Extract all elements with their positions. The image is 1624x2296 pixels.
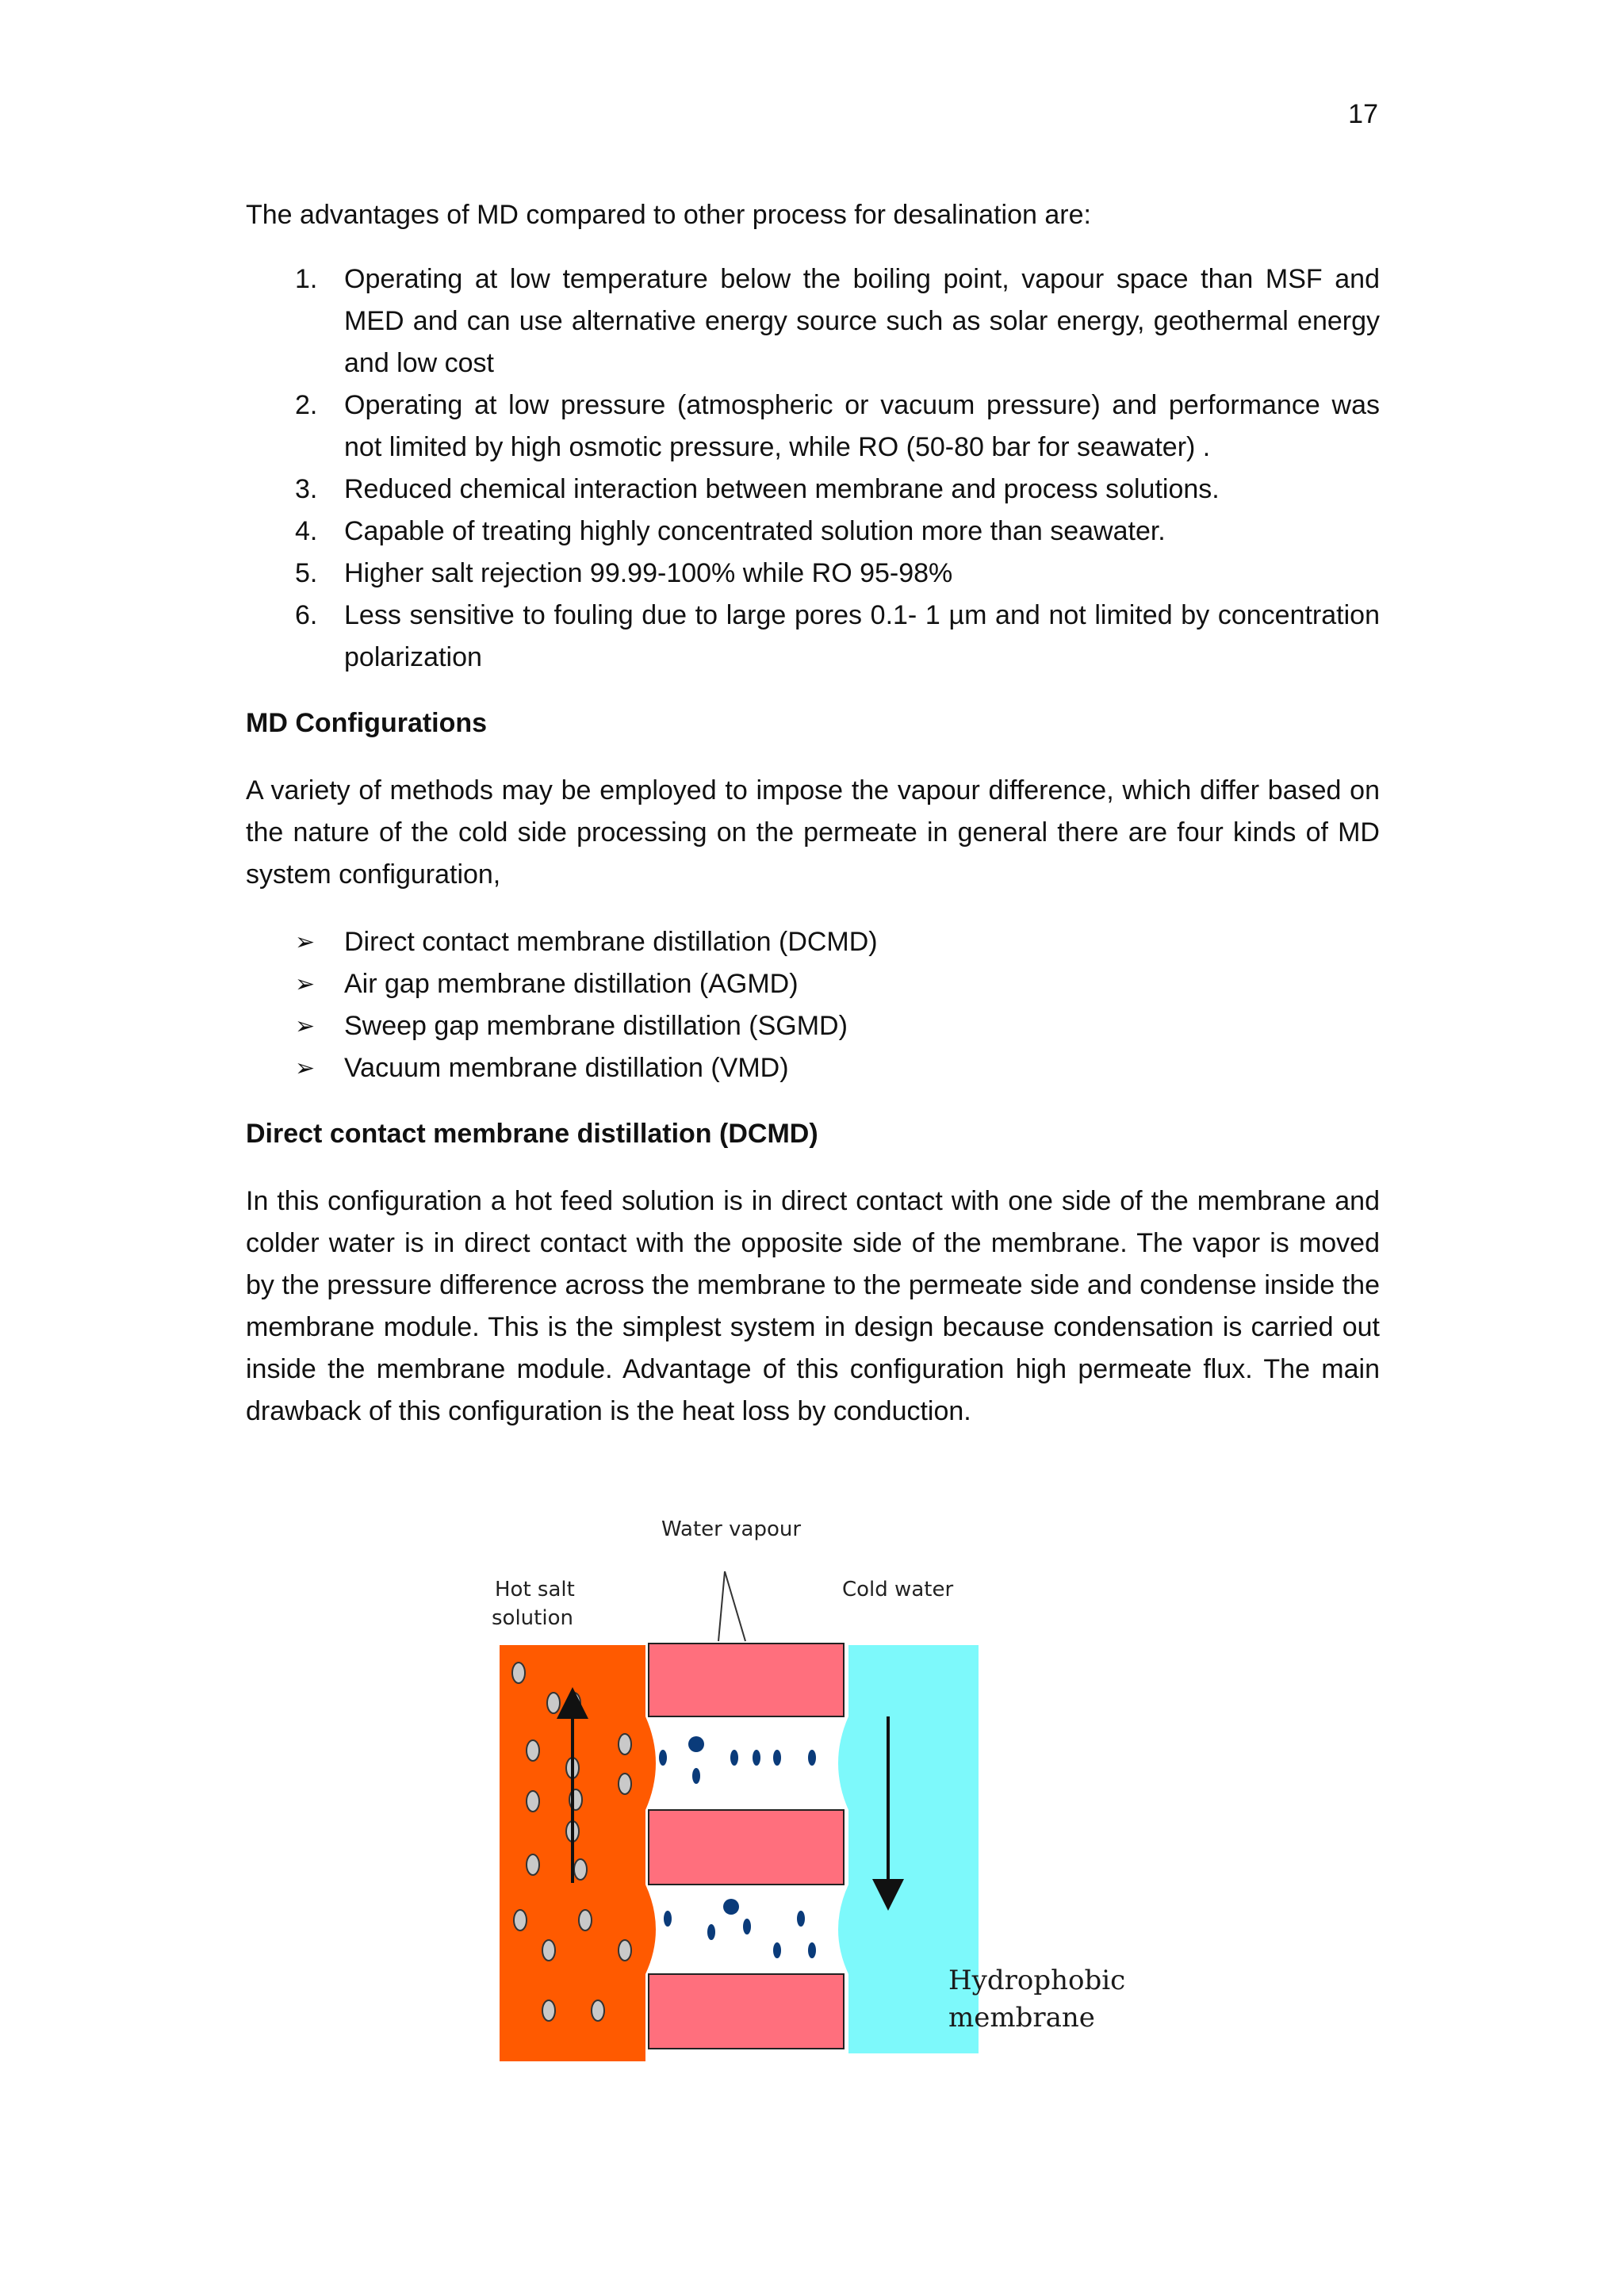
- label-water-vapour: Water vapour: [661, 1517, 802, 1541]
- salt-particle: [542, 2000, 555, 2021]
- vapour-molecule: [723, 1899, 739, 1915]
- salt-particle: [619, 1774, 631, 1794]
- list-item: [246, 1005, 1380, 1047]
- label-membrane-line1: Hydrophobic: [948, 1965, 1126, 1996]
- label-hot-solution-line2: solution: [492, 1606, 573, 1630]
- page-body: [246, 194, 1380, 1458]
- list-number: 4.: [295, 516, 318, 546]
- list-item-text: Reduced chemical interaction between membrane and process solutions.: [344, 474, 1220, 504]
- salt-particle: [547, 1693, 560, 1713]
- list-item: [246, 511, 1380, 553]
- list-item-text: Air gap membrane distillation (AGMD): [344, 969, 799, 999]
- salt-particle: [619, 1734, 631, 1755]
- advantages-list: [246, 258, 1380, 679]
- vapour-molecule: [730, 1750, 738, 1766]
- salt-particle: [592, 2000, 604, 2021]
- list-item: [246, 385, 1380, 469]
- membrane-block: [649, 1974, 844, 2049]
- dcmd-heading: Direct contact membrane distillation (DCMD): [246, 1119, 818, 1149]
- arrow-bullet-icon: ➢: [295, 971, 316, 997]
- list-item: [246, 921, 1380, 963]
- dcmd-paragraph: In this configuration a hot feed solution is in direct contact with one side of the membrane and colder water is in direct contact with the opposite side of the membrane. The vapor is moved by the pressure difference across the membrane to the permeate side and condense inside the membrane module. This is the simplest system in design because condensation is carried out inside the membrane module. Advantage of this configuration high permeate flux. The main drawback of this configuration is the heat loss by conduction.: [246, 1186, 1380, 1426]
- list-item: [246, 258, 1380, 385]
- vapour-molecule: [753, 1750, 760, 1766]
- configurations-list: [246, 921, 1380, 1089]
- vapour-molecule: [707, 1924, 715, 1940]
- label-membrane-line2: membrane: [948, 2002, 1095, 2034]
- list-item-text: Operating at low temperature below the boiling point, vapour space than MSF and MED and can use alternative energy source such as solar energy, geothermal energy and low cost: [344, 264, 1380, 378]
- list-item: [246, 963, 1380, 1005]
- salt-particle: [574, 1859, 587, 1880]
- list-item-text: Less sensitive to fouling due to large pores 0.1- 1 µm and not limited by concentration polarization: [344, 600, 1380, 672]
- vapour-molecule: [659, 1750, 667, 1766]
- salt-particle: [527, 1854, 539, 1875]
- intro-text: The advantages of MD compared to other process for desalination are:: [246, 200, 1091, 230]
- list-item-text: Higher salt rejection 99.99-100% while RO 95-98%: [344, 558, 953, 588]
- md-configurations-paragraph: A variety of methods may be employed to impose the vapour difference, which differ based on the nature of the cold side processing on the permeate in general there are four kinds of MD system configuration,: [246, 775, 1380, 890]
- list-item: [246, 1047, 1380, 1089]
- vapour-molecule: [773, 1750, 781, 1766]
- salt-particle: [527, 1791, 539, 1812]
- list-item-text: Sweep gap membrane distillation (SGMD): [344, 1011, 848, 1041]
- list-number: 3.: [295, 474, 318, 504]
- list-number: 6.: [295, 600, 318, 630]
- list-item-text: Capable of treating highly concentrated solution more than seawater.: [344, 516, 1166, 546]
- vapour-molecule: [688, 1736, 704, 1752]
- md-configurations-heading: MD Configurations: [246, 708, 488, 738]
- vapour-molecule: [797, 1911, 805, 1927]
- vapour-molecule: [743, 1919, 751, 1934]
- vapour-molecule: [664, 1911, 672, 1927]
- page-number: 17: [1348, 99, 1378, 129]
- label-cold-water: Cold water: [842, 1578, 954, 1601]
- vapour-molecule: [808, 1750, 816, 1766]
- salt-particle: [579, 1910, 592, 1931]
- arrow-bullet-icon: ➢: [295, 929, 316, 955]
- salt-particle: [514, 1910, 527, 1931]
- salt-particle: [619, 1940, 631, 1961]
- vapour-molecule: [773, 1942, 781, 1958]
- dcmd-diagram: [469, 1514, 1126, 2069]
- list-item: [246, 553, 1380, 595]
- list-item-text: Operating at low pressure (atmospheric or vacuum pressure) and performance was not limited by high osmotic pressure, while RO (50-80 bar for seawater) .: [344, 390, 1380, 462]
- arrow-bullet-icon: ➢: [295, 1013, 316, 1039]
- list-number: 2.: [295, 390, 318, 420]
- list-item: [246, 469, 1380, 511]
- arrow-bullet-icon: ➢: [295, 1055, 316, 1081]
- salt-particle: [512, 1663, 525, 1683]
- salt-particle: [542, 1940, 555, 1961]
- list-item-text: Vacuum membrane distillation (VMD): [344, 1053, 789, 1083]
- label-hot-solution-line1: Hot salt: [495, 1578, 575, 1601]
- vapour-molecule: [692, 1768, 700, 1784]
- salt-particle: [527, 1740, 539, 1761]
- list-number: 1.: [295, 264, 318, 294]
- list-item: [246, 595, 1380, 679]
- membrane-block: [649, 1644, 844, 1716]
- list-number: 5.: [295, 558, 318, 588]
- vapour-molecule: [808, 1942, 816, 1958]
- membrane-block: [649, 1810, 844, 1885]
- list-item-text: Direct contact membrane distillation (DCMD): [344, 927, 878, 957]
